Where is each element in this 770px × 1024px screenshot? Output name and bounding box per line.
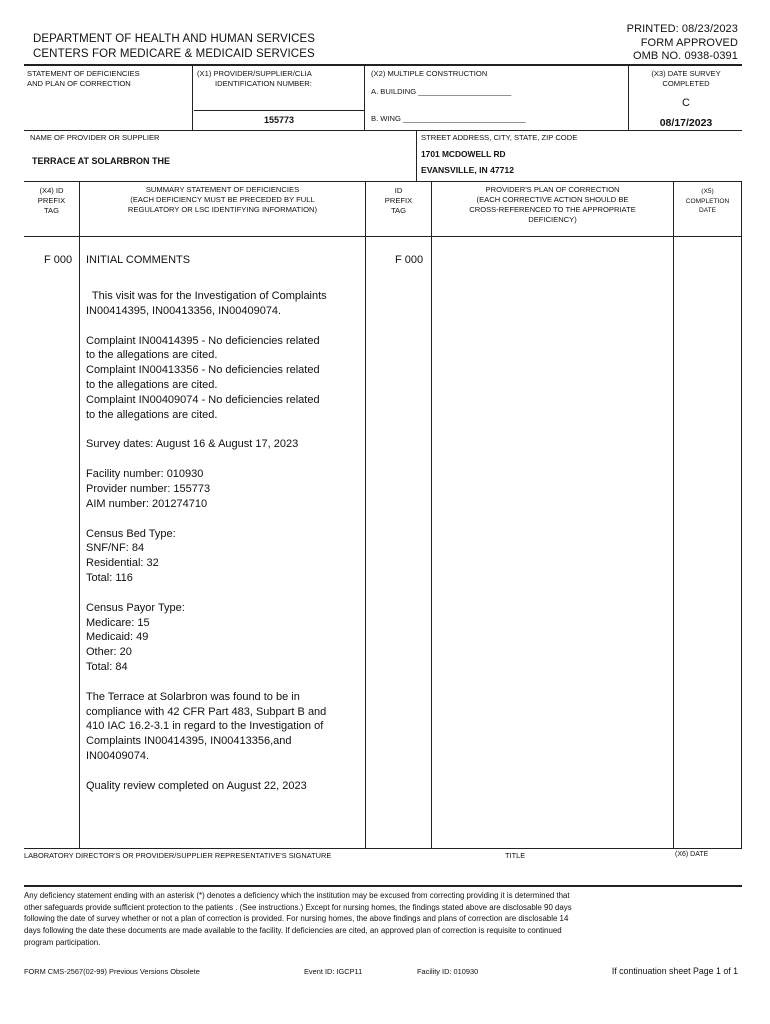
date-label: (X6) DATE	[675, 851, 709, 858]
entry-line: Other: 20	[86, 646, 132, 659]
v-col-1	[79, 181, 80, 849]
x1-label	[197, 69, 312, 89]
v-row1-a	[192, 64, 193, 131]
entry-line: to the allegations are cited.	[86, 408, 218, 421]
plan-header-2: (EACH CORRECTIVE ACTION SHOULD BE	[476, 195, 629, 204]
id-header-3: TAG	[390, 206, 407, 215]
dept-line-1: DEPARTMENT OF HEALTH AND HUMAN SERVICES	[33, 33, 316, 45]
entry-paragraph	[86, 601, 362, 675]
event-id: Event ID: IGCP11	[304, 967, 363, 976]
disclaimer-line: following the date of survey whether or not a plan of correction is provided. For nursing homes, the above findings and plans of correction are disclosable 14	[24, 914, 569, 924]
h-row1-x1	[194, 110, 364, 111]
entry-paragraph	[86, 467, 362, 511]
entry-paragraph	[86, 779, 362, 794]
address-line-2: EVANSVILLE, IN 47712	[421, 165, 514, 175]
entry-line: Residential: 32	[86, 557, 159, 570]
entry-paragraph	[86, 690, 362, 764]
v-row1-b	[364, 64, 365, 131]
disclaimer-line: program participation.	[24, 937, 101, 947]
entry-line: Quality review completed on August 22, 2023	[86, 779, 307, 792]
rule-signature-bottom	[24, 885, 742, 887]
x4-header-2: PREFIX	[37, 196, 66, 205]
address-label: STREET ADDRESS, CITY, STATE, ZIP CODE	[421, 133, 578, 142]
entry-line: AIM number: 201274710	[86, 497, 208, 510]
form-number: FORM CMS-2567(02-99) Previous Versions Obsolete	[24, 967, 200, 976]
statement-label-2: AND PLAN OF CORRECTION	[27, 79, 131, 88]
provider-name: TERRACE AT SOLARBRON THE	[32, 156, 170, 166]
entry-line: Census Payor Type:	[86, 601, 185, 614]
x5-header-1: (X5)	[701, 188, 714, 195]
building-label: A. BUILDING ______________________	[371, 87, 512, 96]
v-row1-c	[628, 64, 629, 131]
wing-label: B. WING _____________________________	[371, 114, 526, 123]
v-row2	[416, 130, 417, 182]
x5-header-3: DATE	[698, 207, 717, 214]
dept-line-2: CENTERS FOR MEDICARE & MEDICAID SERVICES	[33, 48, 315, 60]
summary-header	[80, 185, 365, 215]
rule-top	[24, 64, 742, 66]
rule-columns	[24, 236, 742, 237]
plan-header-3: CROSS-REFERENCED TO THE APPROPRIATE	[469, 205, 636, 214]
entry-line: to the allegations are cited.	[86, 378, 218, 391]
plan-header-4: DEFICIENCY)	[528, 215, 577, 224]
x1-label-1: (X1) PROVIDER/SUPPLIER/CLIA	[197, 69, 312, 78]
disclaimer	[24, 890, 744, 949]
disclaimer-line: other safeguards provide sufficient protection to the patients . (See instructions.) Except for nursing homes, the findings stated above are disclosable 90 days	[24, 902, 572, 912]
signature-label: LABORATORY DIRECTOR'S OR PROVIDER/SUPPLIER REPRESENTATIVE'S SIGNATURE	[24, 851, 332, 860]
entry-line: Survey dates: August 16 & August 17, 2023	[86, 438, 299, 451]
x3-label-1: (X3) DATE SURVEY	[651, 69, 721, 78]
provider-number: 155773	[263, 115, 295, 125]
id-header-1: ID	[394, 186, 403, 195]
x3-label-2: COMPLETED	[662, 79, 710, 88]
entry-line: Complaints IN00414395, IN00413356,and	[86, 735, 292, 748]
rule-body-bottom	[24, 848, 742, 849]
x2-label: (X2) MULTIPLE CONSTRUCTION	[371, 69, 488, 78]
v-col-2	[365, 181, 366, 849]
plan-header	[432, 185, 673, 225]
id-header	[366, 186, 431, 216]
entry-line: Medicare: 15	[86, 616, 150, 629]
x3-code: C	[682, 97, 690, 109]
omb-number: OMB NO. 0938-0391	[632, 50, 738, 62]
id-header-2: PREFIX	[384, 196, 413, 205]
plan-header-1: PROVIDER'S PLAN OF CORRECTION	[485, 185, 620, 194]
entry-line: Complaint IN00409074 - No deficiencies related	[86, 393, 320, 406]
entry-line: Provider number: 155773	[86, 482, 211, 495]
entry-line: 410 IAC 16.2-3.1 in regard to the Investigation of	[86, 720, 324, 733]
entry-heading: INITIAL COMMENTS	[86, 254, 191, 266]
x5-header	[674, 187, 741, 216]
survey-date: 08/17/2023	[659, 117, 713, 129]
tag-right: F 000	[395, 254, 424, 266]
entry-line: to the allegations are cited.	[86, 349, 218, 362]
x4-header-1: (X4) ID	[39, 186, 64, 195]
entry-line: IN00414395, IN00413356, IN00409074.	[86, 304, 282, 317]
entry-line: compliance with 42 CFR Part 483, Subpart B and	[86, 705, 327, 718]
rule-row1	[24, 130, 742, 131]
v-col-5	[741, 181, 742, 849]
form-info	[627, 23, 738, 64]
department-title	[33, 32, 315, 62]
form-approved: FORM APPROVED	[640, 36, 738, 49]
entry-line: This visit was for the Investigation of Complaints	[86, 290, 327, 302]
printed-date: PRINTED: 08/23/2023	[626, 23, 738, 35]
entry-line: Total: 116	[86, 571, 133, 584]
x4-header-3: TAG	[43, 206, 60, 215]
address-line-1: 1701 MCDOWELL RD	[421, 149, 506, 159]
x5-header-2: COMPLETION	[685, 197, 730, 205]
disclaimer-line: days following the date these documents are made available to the facility. If deficiencies are cited, an approved plan of correction is requisite to continued	[24, 926, 562, 936]
x1-label-2: IDENTIFICATION NUMBER:	[215, 79, 312, 88]
x4-header	[24, 186, 79, 216]
summary-header-1: SUMMARY STATEMENT OF DEFICIENCIES	[145, 185, 300, 194]
entry-line: Complaint IN00413356 - No deficiencies related	[86, 364, 320, 377]
entry-paragraph	[86, 527, 362, 586]
entry-line: IN00409074.	[86, 749, 149, 762]
entry-line: Medicaid: 49	[86, 631, 149, 644]
entry-line: Complaint IN00414395 - No deficiencies related	[86, 334, 320, 347]
statement-label	[27, 69, 140, 89]
entry-paragraph	[86, 334, 362, 423]
entry-line: Census Bed Type:	[86, 527, 176, 540]
rule-row2	[24, 181, 742, 182]
v-col-4	[673, 181, 674, 849]
statement-label-1: STATEMENT OF DEFICIENCIES	[27, 69, 140, 78]
tag-left: F 000	[44, 254, 73, 266]
entry-paragraph	[86, 289, 362, 319]
title-label: TITLE	[505, 851, 526, 860]
entry-line: SNF/NF: 84	[86, 542, 145, 555]
disclaimer-line: Any deficiency statement ending with an asterisk (*) denotes a deficiency which the institution may be excused from correcting providing it is determined that	[24, 891, 570, 900]
summary-header-3: REGULATORY OR LSC IDENTIFYING INFORMATION)	[127, 205, 318, 214]
entry-paragraph	[86, 437, 362, 452]
entry-line: Facility number: 010930	[86, 468, 204, 481]
summary-header-2: (EACH DEFICIENCY MUST BE PRECEDED BY FULL	[130, 195, 315, 204]
page-indicator: If continuation sheet Page 1 of 1	[611, 966, 738, 976]
x3-label	[630, 69, 742, 89]
facility-id: Facility ID: 010930	[417, 967, 479, 976]
provider-label: NAME OF PROVIDER OR SUPPLIER	[30, 133, 160, 142]
entry-body	[86, 289, 362, 809]
entry-line: Total: 84	[86, 660, 128, 673]
entry-line: The Terrace at Solarbron was found to be in	[86, 690, 300, 703]
v-col-3	[431, 181, 432, 849]
